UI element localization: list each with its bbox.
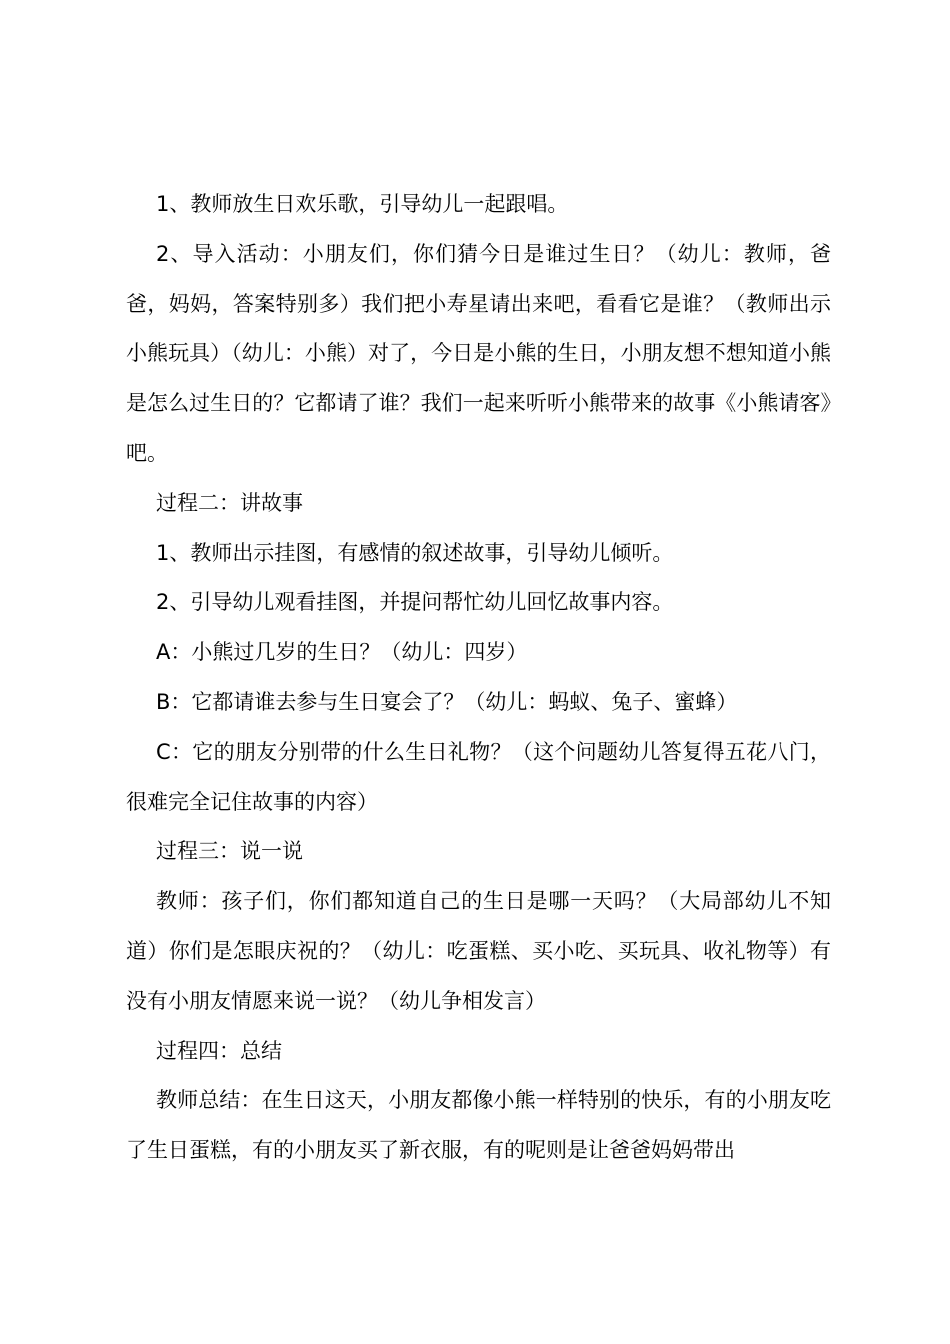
- paragraph-2: 2、导入活动：小朋友们，你们猜今日是谁过生日？（幼儿：教师，爸爸，妈妈，答案特别多）我们把小寿星请出来吧，看看它是谁？（教师出示小熊玩具）（幼儿：小熊）对了，今日是小熊的生日，小朋友想不想知道小熊是怎么过生日的？它都请了谁？我们一起来听听小熊带来的故事《小熊请客》吧。: [126, 241, 831, 465]
- paragraph-6: 教师总结：在生日这天，小朋友都像小熊一样特别的快乐，有的小朋友吃了生日蛋糕，有的小朋友买了新衣服，有的呢则是让爸爸妈妈带出: [126, 1088, 831, 1163]
- paragraph-1: 1、教师放生日欢乐歌，引导幼儿一起跟唱。: [156, 192, 569, 216]
- question-b: B：它都请谁去参与生日宴会了？（幼儿：蚂蚁、兔子、蜜蜂）: [156, 689, 738, 714]
- section-heading-4: 过程四：总结: [156, 1038, 282, 1063]
- paragraph-5: 教师：孩子们，你们都知道自己的生日是哪一天吗？（大局部幼儿不知道）你们是怎眼庆祝的？（幼儿：吃蛋糕、买小吃、买玩具、收礼物等）有没有小朋友情愿来说一说？（幼儿争相发言）: [126, 889, 831, 1013]
- section-heading-2: 过程二：讲故事: [156, 490, 303, 515]
- question-c: C：它的朋友分别带的什么生日礼物？（这个问题幼儿答复得五花八门，很难完全记住故事的内容）: [126, 739, 831, 814]
- section-heading-3: 过程三：说一说: [156, 839, 303, 864]
- paragraph-3: 1、教师出示挂图，有感情的叙述故事，引导幼儿倾听。: [156, 540, 674, 565]
- paragraph-4: 2、引导幼儿观看挂图，并提问帮忙幼儿回忆故事内容。: [156, 590, 674, 615]
- document-body: [126, 180, 831, 1176]
- question-a: A：小熊过几岁的生日？（幼儿：四岁）: [156, 640, 528, 665]
